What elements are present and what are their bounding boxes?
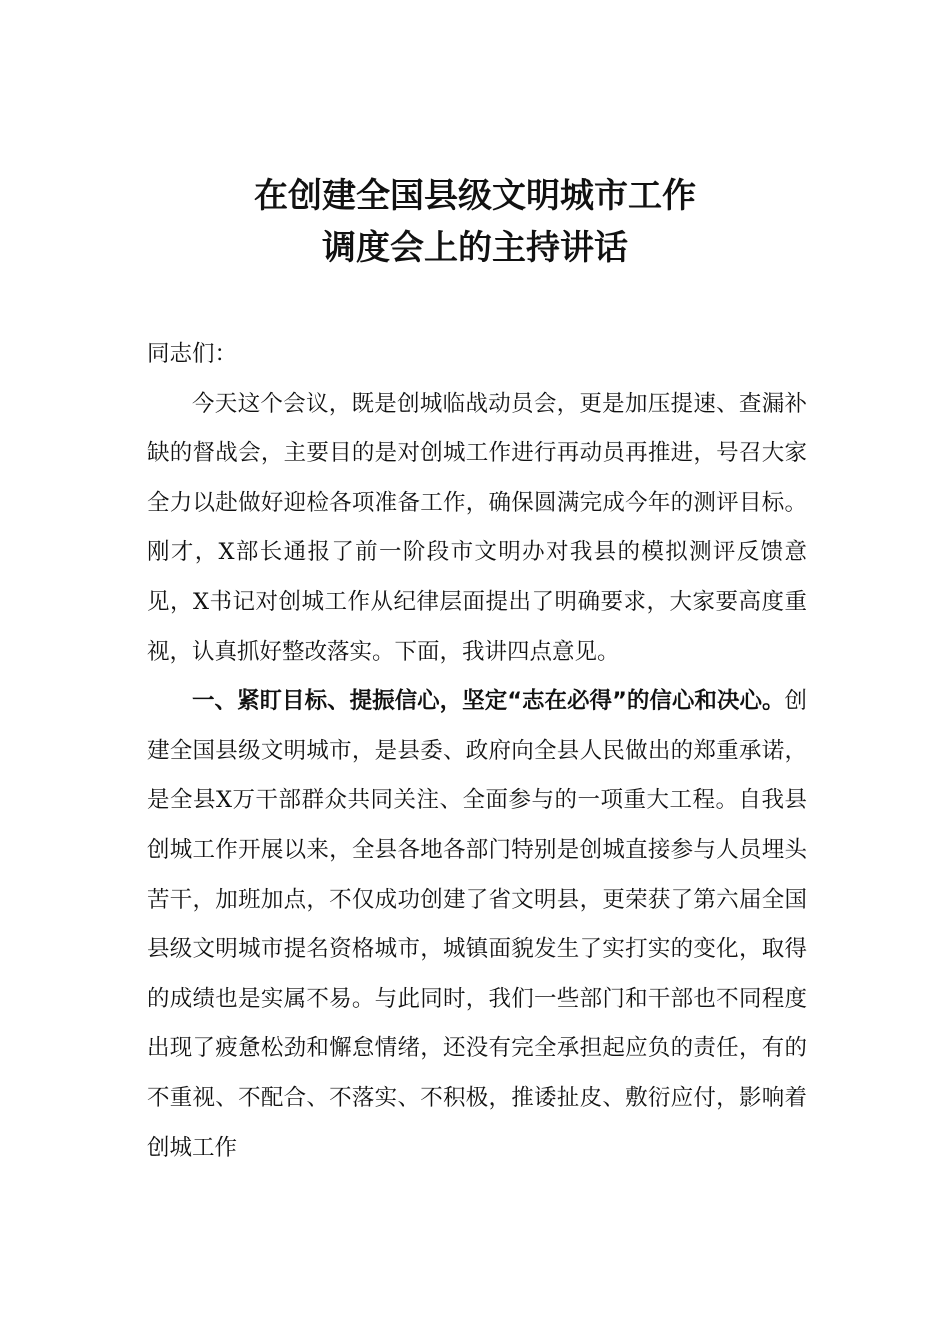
paragraph-opening: 今天这个会议，既是创城临战动员会，更是加压提速、查漏补缺的督战会，主要目的是对创城工作进行再动员再推进，号召大家全力以赴做好迎检各项准备工作，确保圆满完成今年的测评目标。 刚才，X部长通报了前一阶段市文明办对我县的模拟测评反馈意见，X书记对创城工作从纪律层面提出了明确要求，大家要高度重视，认真抓好整改落实。下面，我讲四点意见。 (147, 390, 807, 665)
salutation: 同志们： (147, 341, 238, 367)
title-line-1: 在创建全国县级文明城市工作 (254, 176, 696, 216)
title-line-2: 调度会上的主持讲话 (322, 228, 628, 268)
document-body (147, 330, 807, 1173)
section-1-text: 创建全国县级文明城市，是县委、政府向全县人民做出的郑重承诺，是全县X万干部群众共同关注、全面参与的一项重大工程。自我县创城工作开展以来，全县各地各部门特别是创城直接参与人员埋头苦干，加班加点，不仅成功创建了省文明县，更荣获了第六届全国县级文明城市提名资格城市，城镇面貌发生了实打实的变化，取得的成绩也是实属不易。与此同时，我们一些部门和干部也不同程度出现了疲惫松劲和懈怠情绪，还没有完全承担起应负的责任，有的不重视、不配合、不落实、不积极，推诿扯皮、敷衍应付，影响着创城工作 (147, 688, 807, 1161)
document-title (0, 170, 950, 274)
paragraph-section-1 (147, 677, 807, 1173)
section-1-heading: 一、紧盯目标、提振信心，坚定“志在必得”的信心和决心。 (192, 688, 785, 715)
